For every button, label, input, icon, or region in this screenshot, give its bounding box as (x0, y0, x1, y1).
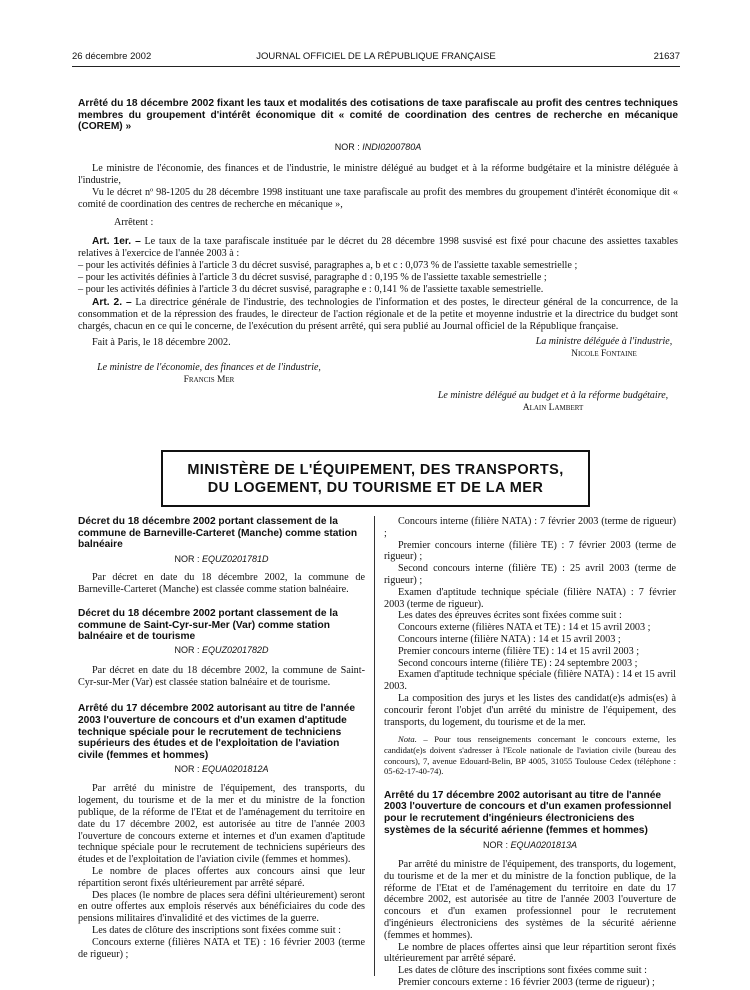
header-date: 26 décembre 2002 (72, 51, 152, 62)
arretent: Arrêtent : (114, 217, 154, 229)
date-line: Examen d'aptitude technique spéciale (filière NATA) : 14 et 15 avril 2003. (384, 669, 676, 693)
article-1-label: Art. 1er. – (92, 235, 141, 247)
arrete-ingenieurs-nor: NOR : EQUA0201813A (482, 840, 578, 851)
nota (384, 734, 676, 776)
date-line: Second concours interne (filière TE) : 25 avril 2003 (terme de rigueur) ; (384, 563, 676, 586)
article-2 (78, 297, 678, 334)
arrete-aviation-p3: Des places (le nombre de places sera défini ultérieurement) seront en outre offertes aux emplois réservés aux bénéficiaires du code des pensions militaires d'invalidité et des victimes de la guerre. (78, 889, 365, 925)
header-rule (72, 66, 680, 67)
column-divider (374, 516, 375, 976)
arrete-ingenieurs-p2: Le nombre de places offertes ainsi que leur répartition seront fixés ultérieurement par arrêté séparé. (384, 941, 676, 965)
date-line: Second concours interne (filière TE) : 24 septembre 2003 ; (398, 657, 638, 669)
date-line: Premier concours interne (filière TE) : 14 et 15 avril 2003 ; (398, 645, 640, 657)
jury-composition: La composition des jurys et les listes des candidat(e)s admis(es) à concourir feront l'objet d'un arrêté du ministre de l'équipement, des transports, du logement, du tourisme et de la mer. (384, 692, 676, 728)
date-line: Les dates des épreuves écrites sont fixées comme suit : (398, 610, 622, 622)
signature-name: Nicole Fontaine (571, 349, 637, 359)
decree-barneville-text: Par décret en date du 18 décembre 2002, la commune de Barneville-Carteret (Manche) est classée comme station balnéaire. (78, 571, 365, 595)
date-line: Examen d'aptitude technique spéciale (filière NATA) : 7 février 2003 (terme de rigueur). (384, 586, 676, 610)
banner-line-1: MINISTÈRE DE L'ÉQUIPEMENT, DES TRANSPORTS, (187, 461, 564, 478)
arrete-aviation-p1: Par arrêté du ministre de l'équipement, des transports, du logement, du tourisme et de la mer et du ministre de la fonction publique, de la réforme de l'Etat et de l'aménagement du territoire en date du 17 décembre 2002, est autorisée au titre de l'année 2003 l'ouverture de concours externe et internes et d'un examen d'aptitude technique spéciale pour le recrutement de techniciens supérieurs des études et de l'exploitation de l'aviation civile (femmes et hommes). (78, 783, 365, 866)
signature-budget (408, 390, 698, 414)
article-2-text: La directrice générale de l'industrie, des technologies de l'information et des postes, le directeur général de la concurrence, de la consommation et de la répression des fraudes, le directeur de l'action régionale et de la petite et moyenne industrie et la directrice du budget sont chargés, chacun en ce qui le concerne, de l'exécution du présent arrêté, qui sera publié au Journal officiel de la République française. (78, 296, 678, 332)
ministry-banner (161, 450, 590, 507)
article-1-item-1: – pour les activités définies à l'article 3 du décret susvisé, paragraphes a, b et c : 0,073 % de l'assiette taxable semestrielle ; (78, 259, 578, 271)
article-2-label: Art. 2. – (92, 296, 132, 308)
top-article-title: Arrêté du 18 décembre 2002 fixant les taux et modalités des cotisations de taxe parafiscale au profit des centres techniques membres du groupement d'intérêt économique dit « comité de coordination des centres de recherche en mécanique (COREM) » (78, 98, 678, 132)
left-column (78, 516, 365, 960)
header-page-number: 21637 (653, 51, 680, 62)
signature-economy (74, 362, 344, 386)
right-column (384, 516, 676, 989)
arrete-aviation-p4: Les dates de clôture des inscriptions sont fixées comme suit : (92, 924, 341, 936)
running-header (72, 51, 680, 65)
date-line: Concours interne (filière NATA) : 7 février 2003 (terme de rigueur) ; (384, 516, 676, 539)
signature-name: Alain Lambert (522, 403, 584, 413)
preamble: Le ministre de l'économie, des finances et de l'industrie, le ministre délégué au budget et à la réforme budgétaire et la ministre déléguée à l'industrie, (78, 162, 678, 186)
arrete-ingenieurs-p1: Par arrêté du ministre de l'équipement, des transports, du logement, du tourisme et de la mer et du ministre de la fonction publique, de la réforme de l'Etat et de l'aménagement du territoire en date du 17 décembre 2002, est autorisée au titre de l'année 2003 l'ouverture de concours et d'un examen professionnel pour le recrutement d'ingénieurs électroniciens des systèmes de la sécurité aérienne (femmes et hommes). (384, 859, 676, 941)
decree-saint-cyr-title: Décret du 18 décembre 2002 portant classement de la commune de Saint-Cyr-sur-Mer (Var) comme station balnéaire et de tourisme (78, 608, 338, 643)
article-1-item-2: – pour les activités définies à l'article 3 du décret susvisé, paragraphe d : 0,195 % de l'assiette taxable semestrielle ; (78, 272, 547, 284)
arrete-aviation-p2: Le nombre de places offertes aux concours ainsi que leur répartition seront fixés ultérieurement par arrêté séparé. (78, 865, 365, 889)
signature-role: Le ministre délégué au budget et à la réforme budgétaire, (437, 390, 669, 401)
signature-name: Francis Mer (183, 375, 235, 385)
arrete-aviation-p5: Concours externe (filières NATA et TE) : 16 février 2003 (terme de rigueur) ; (78, 936, 365, 960)
signature-role: La ministre déléguée à l'industrie, (535, 336, 673, 347)
arrete-ingenieurs-p4: Premier concours externe : 16 février 2003 (terme de rigueur) ; (398, 977, 655, 989)
decree-saint-cyr-text: Par décret en date du 18 décembre 2002, la commune de Saint-Cyr-sur-Mer (Var) est classée station balnéaire et de tourisme. (78, 664, 365, 689)
arrete-ingenieurs-p3: Les dates de clôture des inscriptions sont fixées comme suit : (398, 965, 647, 977)
signature-industry (514, 336, 694, 360)
article-1-item-3: – pour les activités définies à l'article 3 du décret susvisé, paragraphe e : 0,141 % de l'assiette taxable semestrielle. (78, 284, 544, 296)
fait-a-paris: Fait à Paris, le 18 décembre 2002. (92, 337, 231, 349)
nota-label: Nota. (398, 734, 417, 745)
top-article (78, 98, 678, 349)
top-article-nor: NOR : INDI0200780A (334, 141, 422, 152)
nor-code: INDI0200780A (362, 141, 422, 152)
article-1-text: Le taux de la taxe parafiscale instituée par le décret du 28 décembre 1998 susvisé est fixé pour chacune des assiettes taxables relatives à l'exercice de l'année 2003 à : (78, 235, 678, 259)
arrete-aviation-title: Arrêté du 17 décembre 2002 autorisant au titre de l'année 2003 l'ouverture de concours et d'un examen d'aptitude technique spéciale pour le recrutement de techniciens supérieurs des études et de l'exploitation de l'aviation civile (femmes et hommes) (78, 703, 356, 761)
visa: Vu le décret nº 98-1205 du 28 décembre 1998 instituant une taxe parafiscale au profit des membres du groupement d'intérêt économique dit « comité de coordination des centres de recherche en mécanique », (78, 186, 678, 211)
nota-text: – Pour tous renseignements concernant le concours externe, les candidat(e)s doivent s'adresser à l'Ecole nationale de l'aviation civile (bureau des concours), 7, avenue Edouard-Belin, BP 4005, 31055 Toulouse Cedex (téléphone : 05-62-17-40-74). (384, 734, 676, 777)
signature-role: Le ministre de l'économie, des finances et de l'industrie, (97, 362, 321, 373)
date-line: Concours externe (filières NATA et TE) : 14 et 15 avril 2003 ; (398, 622, 651, 634)
date-line: Premier concours interne (filière TE) : 7 février 2003 (terme de rigueur) ; (384, 539, 676, 563)
date-line: Concours interne (filière NATA) : 14 et 15 avril 2003 ; (398, 633, 621, 645)
banner-line-2: DU LOGEMENT, DU TOURISME ET DE LA MER (207, 479, 544, 496)
arrete-aviation-nor: NOR : EQUA0201812A (174, 764, 269, 775)
decree-barneville-title: Décret du 18 décembre 2002 portant classement de la commune de Barneville-Carteret (Manche) comme station balnéaire (78, 516, 358, 551)
decree-barneville-nor: NOR : EQUZ0201781D (174, 553, 269, 564)
header-journal-title: JOURNAL OFFICIEL DE LA RÉPUBLIQUE FRANÇAISE (256, 51, 496, 62)
article-1 (78, 236, 678, 260)
arrete-ingenieurs-title: Arrêté du 17 décembre 2002 autorisant au titre de l'année 2003 l'ouverture de concours et d'un examen professionnel pour le recrutement d'ingénieurs électroniciens des systèmes de la sécurité aérienne (femmes et hommes) (384, 789, 672, 836)
decree-saint-cyr-nor: NOR : EQUZ0201782D (174, 644, 269, 655)
